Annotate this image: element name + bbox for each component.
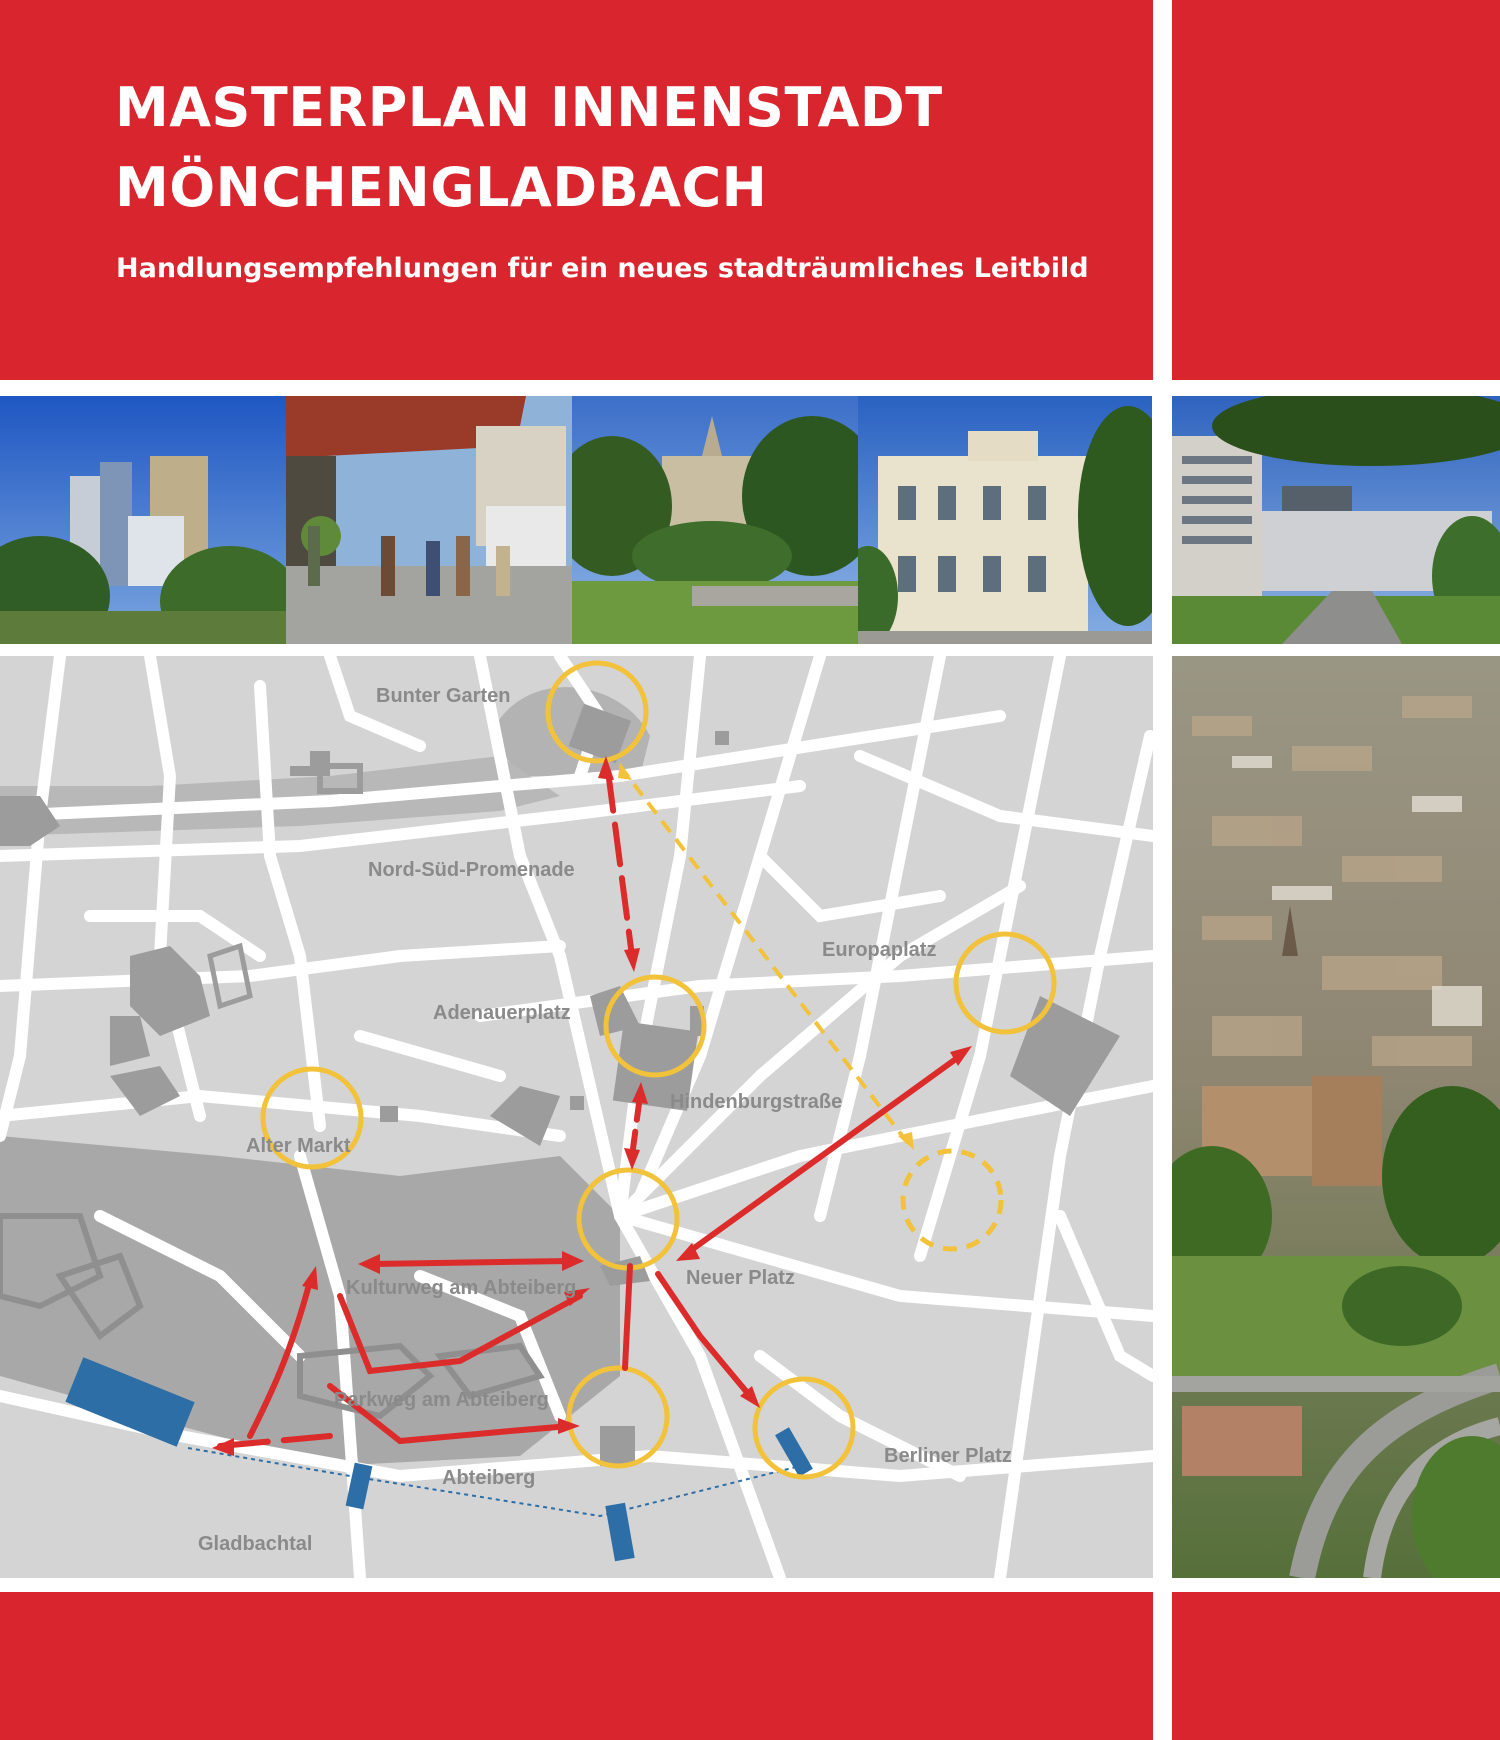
photo-church-garden — [572, 396, 858, 644]
photo-street-cafe — [286, 396, 572, 644]
title-line-1: MASTERPLAN INNENSTADT — [115, 76, 943, 139]
label-berliner-platz: Berliner Platz — [884, 1445, 1012, 1467]
bottom-right-red-band — [1172, 1592, 1500, 1740]
city-center-map — [0, 656, 1153, 1578]
label-adenauerplatz: Adenauerplatz — [433, 1002, 571, 1024]
label-neuer-platz: Neuer Platz — [686, 1267, 795, 1289]
photo-theater — [1172, 396, 1500, 644]
label-abteiberg: Abteiberg — [442, 1467, 536, 1489]
top-right-red-band — [1172, 0, 1500, 380]
label-parkweg: Parkweg am Abteiberg — [334, 1389, 549, 1411]
cover-subtitle: Handlungsempfehlungen für ein neues stadträumliches Leitbild — [116, 253, 1089, 284]
label-bunter-garten: Bunter Garten — [376, 685, 511, 707]
label-kulturweg: Kulturweg am Abteiberg — [346, 1277, 577, 1299]
cover-title — [115, 68, 943, 228]
label-alter-markt: Alter Markt — [246, 1135, 351, 1157]
label-gladbachtal: Gladbachtal — [198, 1533, 313, 1555]
photo-villa — [858, 396, 1152, 644]
photo-modern-building — [0, 396, 286, 644]
aerial-city-view — [1172, 656, 1500, 1578]
label-hindenburgstrasse: Hindenburgstraße — [670, 1091, 843, 1113]
bottom-red-band — [0, 1592, 1153, 1740]
label-nord-sued-promenade: Nord-Süd-Promenade — [368, 859, 575, 881]
title-line-2: MÖNCHENGLADBACH — [115, 156, 768, 219]
label-europaplatz: Europaplatz — [822, 939, 937, 961]
